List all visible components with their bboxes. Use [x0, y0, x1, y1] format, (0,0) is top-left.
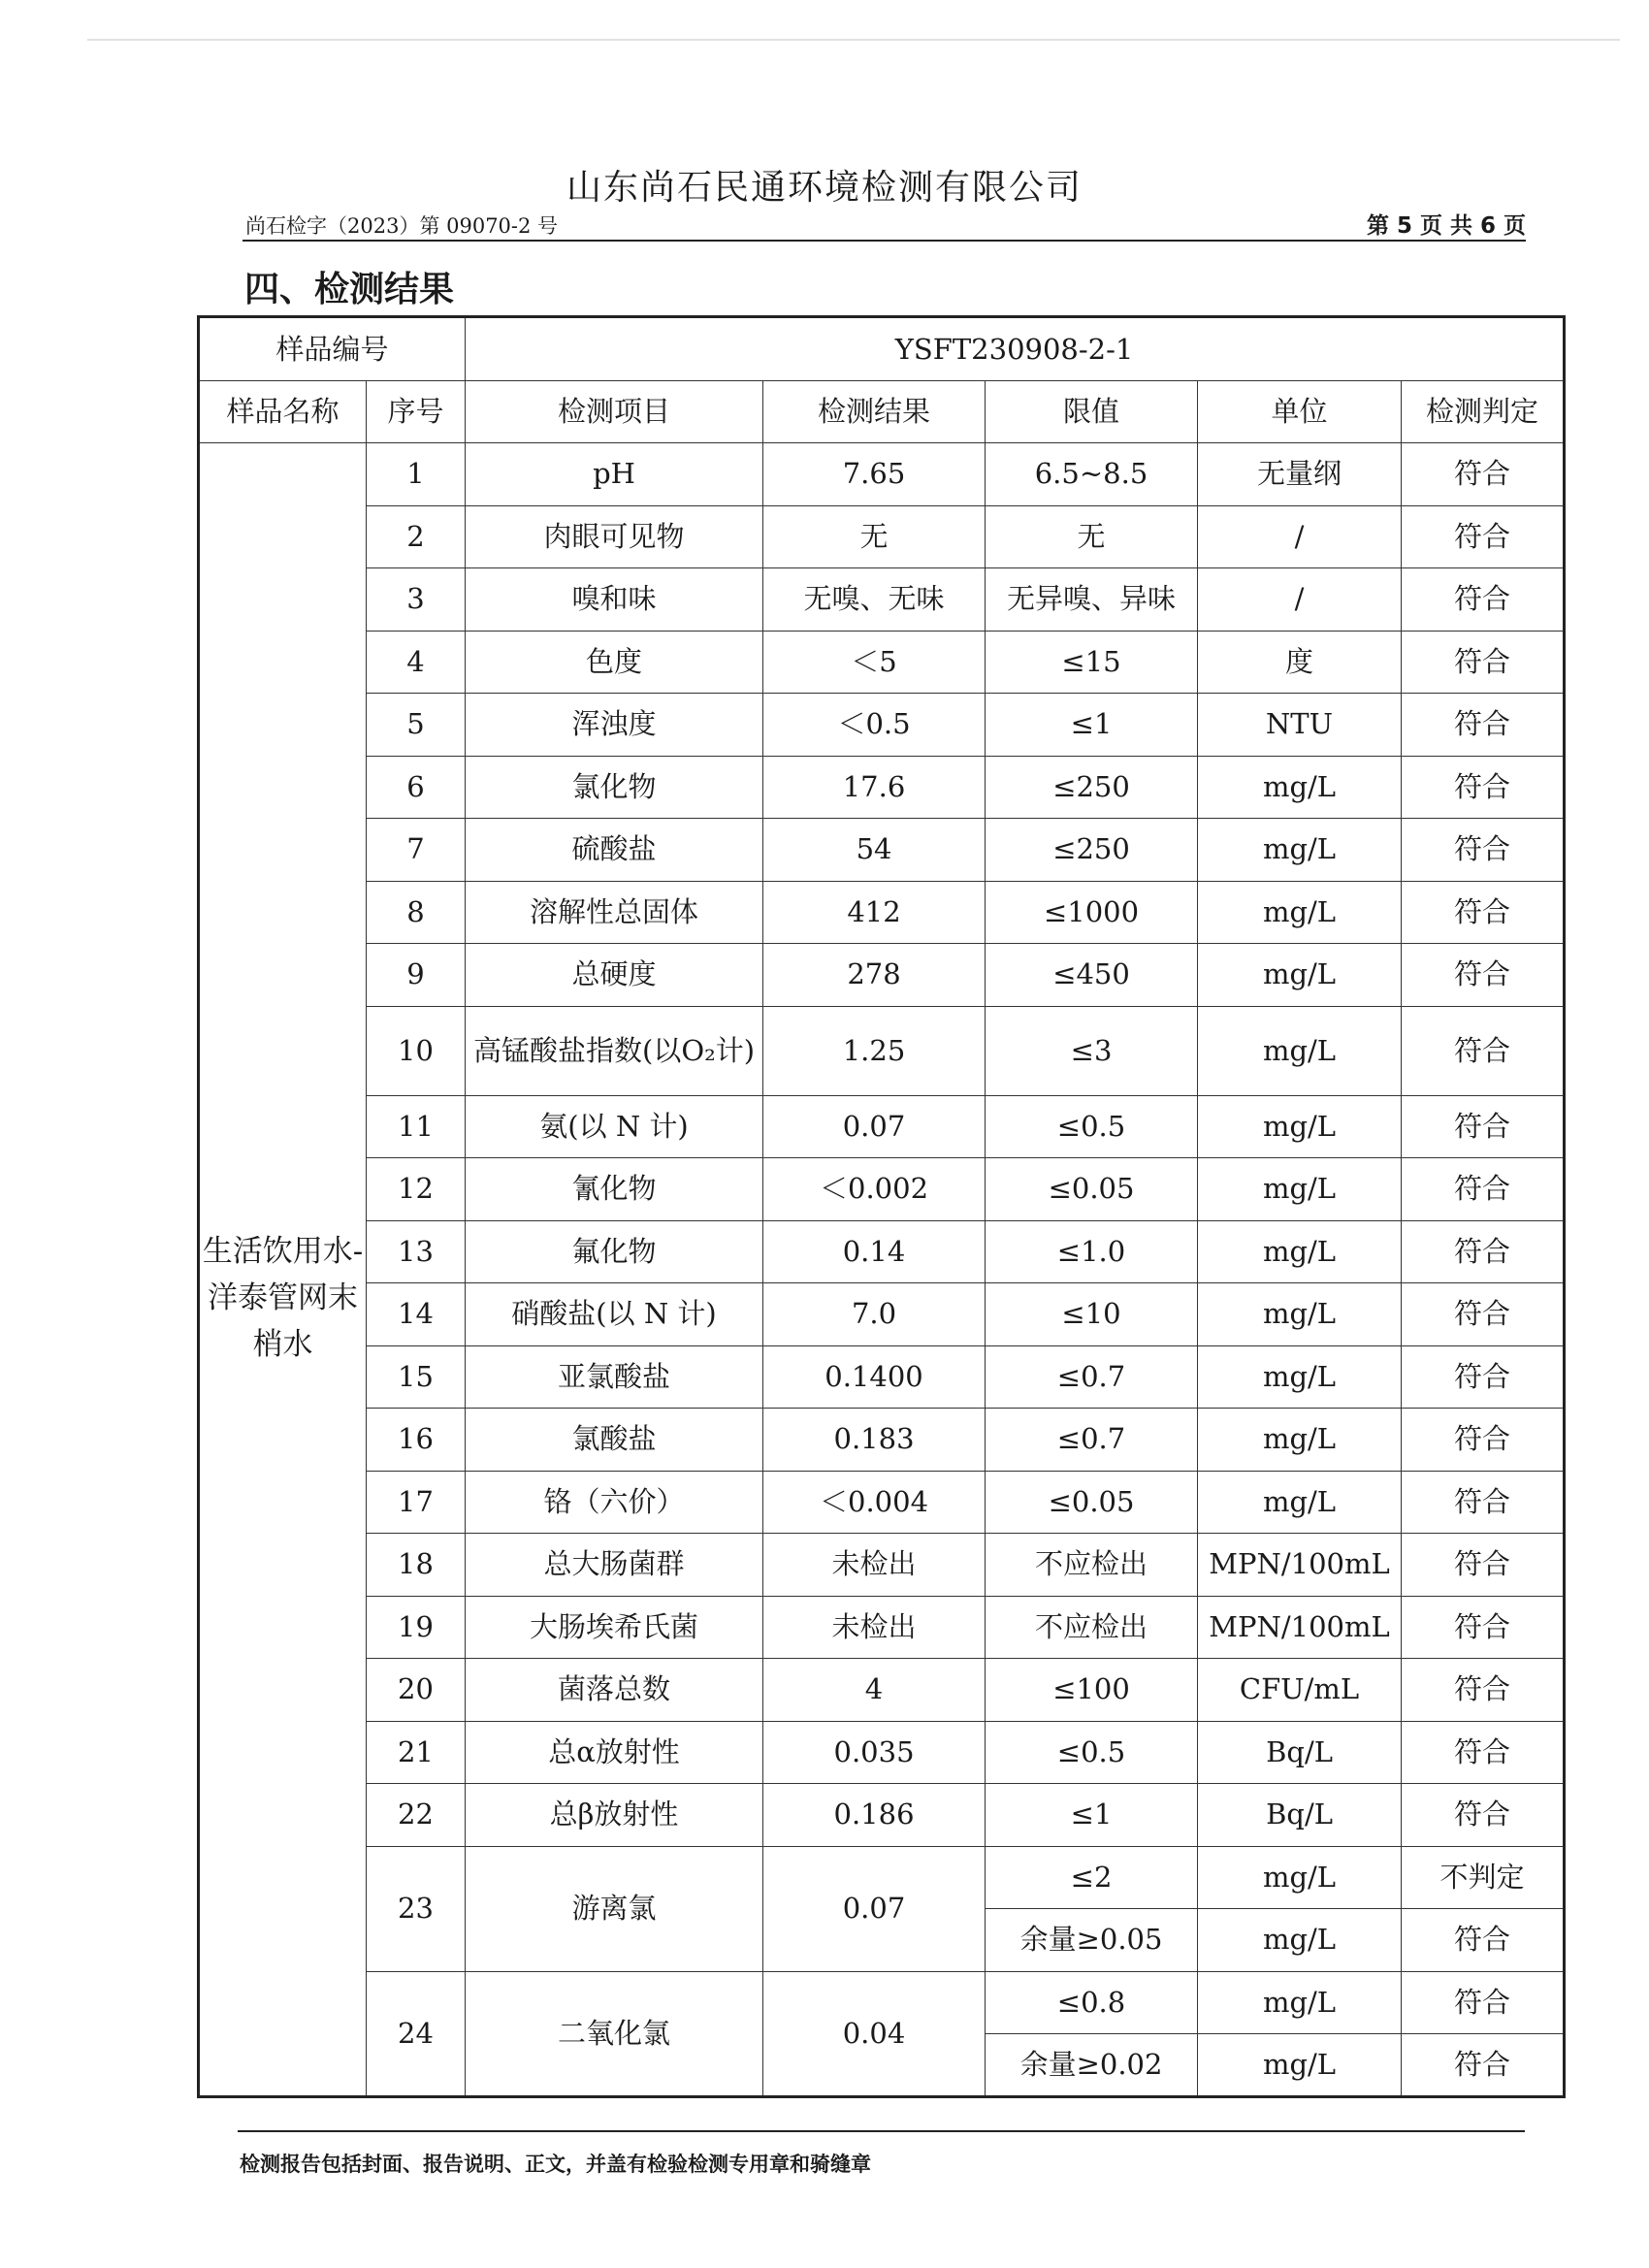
col-header-sample-name: 样品名称 [199, 381, 367, 443]
test-item: 铬（六价） [466, 1471, 763, 1534]
table-row [199, 505, 1565, 568]
test-item: 菌落总数 [466, 1659, 763, 1722]
table-row [199, 1158, 1565, 1221]
row-number: 7 [367, 819, 466, 882]
test-result: 54 [763, 819, 986, 882]
test-result: 7.65 [763, 443, 986, 506]
row-number: 1 [367, 443, 466, 506]
test-result: 4 [763, 1659, 986, 1722]
limit-value: ≤10 [986, 1283, 1198, 1346]
verdict: 符合 [1402, 1345, 1565, 1409]
limit-value: ≤450 [986, 944, 1198, 1007]
limit-value: ≤250 [986, 819, 1198, 882]
limit-value: ≤1.0 [986, 1220, 1198, 1283]
unit: mg/L [1198, 881, 1402, 944]
unit: mg/L [1198, 1158, 1402, 1221]
row-number: 15 [367, 1345, 466, 1409]
test-item: 色度 [466, 631, 763, 694]
row-number: 4 [367, 631, 466, 694]
test-item: 氨(以 N 计) [466, 1095, 763, 1158]
test-result: ＜0.5 [763, 694, 986, 757]
limit-value: ≤0.7 [986, 1345, 1198, 1409]
unit: mg/L [1198, 1909, 1402, 1972]
table-row [199, 1409, 1565, 1472]
limit-value: 无 [986, 505, 1198, 568]
test-result: 未检出 [763, 1596, 986, 1659]
limit-value: 不应检出 [986, 1534, 1198, 1597]
test-item: 氟化物 [466, 1220, 763, 1283]
verdict: 符合 [1402, 1283, 1565, 1346]
row-number: 24 [367, 1971, 466, 2096]
row-number: 18 [367, 1534, 466, 1597]
col-header-unit: 单位 [1198, 381, 1402, 443]
footer-note: 检测报告包括封面、报告说明、正文，并盖有检验检测专用章和骑缝章 [240, 2153, 871, 2176]
col-header-result: 检测结果 [763, 381, 986, 443]
verdict: 符合 [1402, 944, 1565, 1007]
table-row [199, 694, 1565, 757]
verdict: 符合 [1402, 1659, 1565, 1722]
test-item: 总β放射性 [466, 1784, 763, 1847]
verdict: 符合 [1402, 2034, 1565, 2097]
limit-value: ≤1 [986, 1784, 1198, 1847]
test-item: 总硬度 [466, 944, 763, 1007]
header-divider [242, 240, 1526, 242]
unit: mg/L [1198, 819, 1402, 882]
col-header-limit: 限值 [986, 381, 1198, 443]
section-title: 四、检测结果 [244, 270, 455, 309]
test-item: 嗅和味 [466, 568, 763, 632]
unit: mg/L [1198, 1220, 1402, 1283]
test-item: 溶解性总固体 [466, 881, 763, 944]
verdict: 符合 [1402, 1158, 1565, 1221]
unit: mg/L [1198, 1471, 1402, 1534]
test-result: 0.07 [763, 1095, 986, 1158]
test-result: 0.1400 [763, 1345, 986, 1409]
test-item: 二氧化氯 [466, 1971, 763, 2096]
verdict: 符合 [1402, 1909, 1565, 1972]
limit-value: ≤0.8 [986, 1971, 1198, 2034]
table-row [199, 1283, 1565, 1346]
limit-value: ≤0.7 [986, 1409, 1198, 1472]
table-row [199, 1784, 1565, 1847]
verdict: 符合 [1402, 694, 1565, 757]
unit: mg/L [1198, 756, 1402, 819]
test-result: ＜5 [763, 631, 986, 694]
limit-value: 无异嗅、异味 [986, 568, 1198, 632]
test-item: 硫酸盐 [466, 819, 763, 882]
test-item: pH [466, 443, 763, 506]
unit: mg/L [1198, 1971, 1402, 2034]
col-header-verdict: 检测判定 [1402, 381, 1565, 443]
table-row [199, 1846, 1565, 1909]
unit: mg/L [1198, 1846, 1402, 1909]
table-row [199, 443, 1565, 506]
report-number: 尚石检字（2023）第 09070-2 号 [245, 214, 559, 238]
sample-name-cell: 生活饮用水-洋泰管网末梢水 [199, 443, 367, 2097]
unit: mg/L [1198, 944, 1402, 1007]
verdict: 符合 [1402, 881, 1565, 944]
test-result: 412 [763, 881, 986, 944]
unit: mg/L [1198, 1283, 1402, 1346]
limit-value: ≤3 [986, 1006, 1198, 1095]
test-result: 278 [763, 944, 986, 1007]
verdict: 符合 [1402, 1006, 1565, 1095]
row-number: 10 [367, 1006, 466, 1095]
row-number: 9 [367, 944, 466, 1007]
table-row [199, 1534, 1565, 1597]
verdict: 符合 [1402, 1784, 1565, 1847]
verdict: 符合 [1402, 1220, 1565, 1283]
test-result: 0.14 [763, 1220, 986, 1283]
table-row [199, 881, 1565, 944]
test-item: 亚氯酸盐 [466, 1345, 763, 1409]
table-row [199, 1345, 1565, 1409]
row-number: 3 [367, 568, 466, 632]
row-number: 8 [367, 881, 466, 944]
verdict: 不判定 [1402, 1846, 1565, 1909]
limit-value: 余量≥0.02 [986, 2034, 1198, 2097]
unit: MPN/100mL [1198, 1596, 1402, 1659]
verdict: 符合 [1402, 568, 1565, 632]
test-result: 0.186 [763, 1784, 986, 1847]
unit: mg/L [1198, 1095, 1402, 1158]
table-row [199, 1471, 1565, 1534]
table-row [199, 944, 1565, 1007]
scan-edge-line [87, 39, 1620, 41]
limit-value: 余量≥0.05 [986, 1909, 1198, 1972]
limit-value: ≤2 [986, 1846, 1198, 1909]
table-row [199, 1006, 1565, 1095]
test-result: 无嗅、无味 [763, 568, 986, 632]
unit: NTU [1198, 694, 1402, 757]
verdict: 符合 [1402, 631, 1565, 694]
table-row [199, 1659, 1565, 1722]
unit: MPN/100mL [1198, 1534, 1402, 1597]
results-table [197, 315, 1566, 2098]
limit-value: ≤100 [986, 1659, 1198, 1722]
limit-value: ≤15 [986, 631, 1198, 694]
row-number: 22 [367, 1784, 466, 1847]
sample-number-value: YSFT230908-2-1 [466, 317, 1565, 381]
test-result: 0.04 [763, 1971, 986, 2096]
row-number: 14 [367, 1283, 466, 1346]
verdict: 符合 [1402, 1095, 1565, 1158]
test-item: 肉眼可见物 [466, 505, 763, 568]
limit-value: ≤0.5 [986, 1721, 1198, 1784]
table-row [199, 631, 1565, 694]
table-row [199, 1971, 1565, 2034]
verdict: 符合 [1402, 1409, 1565, 1472]
row-number: 20 [367, 1659, 466, 1722]
limit-value: 6.5~8.5 [986, 443, 1198, 506]
limit-value: 不应检出 [986, 1596, 1198, 1659]
limit-value: ≤0.05 [986, 1158, 1198, 1221]
test-result: 1.25 [763, 1006, 986, 1095]
test-item: 氰化物 [466, 1158, 763, 1221]
limit-value: ≤250 [986, 756, 1198, 819]
table-row [199, 568, 1565, 632]
test-result: 0.035 [763, 1721, 986, 1784]
row-number: 19 [367, 1596, 466, 1659]
row-number: 2 [367, 505, 466, 568]
table-row [199, 756, 1565, 819]
verdict: 符合 [1402, 1534, 1565, 1597]
unit: CFU/mL [1198, 1659, 1402, 1722]
limit-value: ≤0.5 [986, 1095, 1198, 1158]
test-item: 硝酸盐(以 N 计) [466, 1283, 763, 1346]
test-item: 氯酸盐 [466, 1409, 763, 1472]
test-result: 未检出 [763, 1534, 986, 1597]
unit: / [1198, 568, 1402, 632]
unit: / [1198, 505, 1402, 568]
table-row [199, 1596, 1565, 1659]
test-item: 高锰酸盐指数(以O₂计) [466, 1006, 763, 1095]
row-number: 11 [367, 1095, 466, 1158]
unit: Bq/L [1198, 1784, 1402, 1847]
verdict: 符合 [1402, 505, 1565, 568]
col-header-item: 检测项目 [466, 381, 763, 443]
test-item: 氯化物 [466, 756, 763, 819]
table-row [199, 1095, 1565, 1158]
test-item: 浑浊度 [466, 694, 763, 757]
verdict: 符合 [1402, 1471, 1565, 1534]
table-row [199, 819, 1565, 882]
page-indicator: 第 5 页 共 6 页 [1366, 213, 1526, 239]
test-item: 总大肠菌群 [466, 1534, 763, 1597]
test-result: 17.6 [763, 756, 986, 819]
table-row [199, 1220, 1565, 1283]
verdict: 符合 [1402, 819, 1565, 882]
unit: mg/L [1198, 1345, 1402, 1409]
footer-divider [238, 2130, 1525, 2132]
test-result: 0.07 [763, 1846, 986, 1971]
verdict: 符合 [1402, 443, 1565, 506]
row-number: 21 [367, 1721, 466, 1784]
column-header-row [199, 381, 1565, 443]
row-number: 6 [367, 756, 466, 819]
table-row [199, 1721, 1565, 1784]
row-number: 12 [367, 1158, 466, 1221]
test-result: ＜0.002 [763, 1158, 986, 1221]
unit: mg/L [1198, 2034, 1402, 2097]
test-item: 大肠埃希氏菌 [466, 1596, 763, 1659]
row-number: 17 [367, 1471, 466, 1534]
row-number: 23 [367, 1846, 466, 1971]
row-number: 13 [367, 1220, 466, 1283]
verdict: 符合 [1402, 1596, 1565, 1659]
limit-value: ≤1000 [986, 881, 1198, 944]
test-result: 7.0 [763, 1283, 986, 1346]
col-header-no: 序号 [367, 381, 466, 443]
test-result: ＜0.004 [763, 1471, 986, 1534]
verdict: 符合 [1402, 756, 1565, 819]
unit: mg/L [1198, 1006, 1402, 1095]
unit: mg/L [1198, 1409, 1402, 1472]
row-number: 5 [367, 694, 466, 757]
test-item: 游离氯 [466, 1846, 763, 1971]
test-item: 总α放射性 [466, 1721, 763, 1784]
limit-value: ≤0.05 [986, 1471, 1198, 1534]
test-result: 无 [763, 505, 986, 568]
unit: Bq/L [1198, 1721, 1402, 1784]
unit: 度 [1198, 631, 1402, 694]
sample-number-row [199, 317, 1565, 381]
row-number: 16 [367, 1409, 466, 1472]
verdict: 符合 [1402, 1721, 1565, 1784]
company-name: 山东尚石民通环境检测有限公司 [566, 168, 1083, 208]
verdict: 符合 [1402, 1971, 1565, 2034]
limit-value: ≤1 [986, 694, 1198, 757]
unit: 无量纲 [1198, 443, 1402, 506]
test-result: 0.183 [763, 1409, 986, 1472]
sample-number-label: 样品编号 [199, 317, 466, 381]
